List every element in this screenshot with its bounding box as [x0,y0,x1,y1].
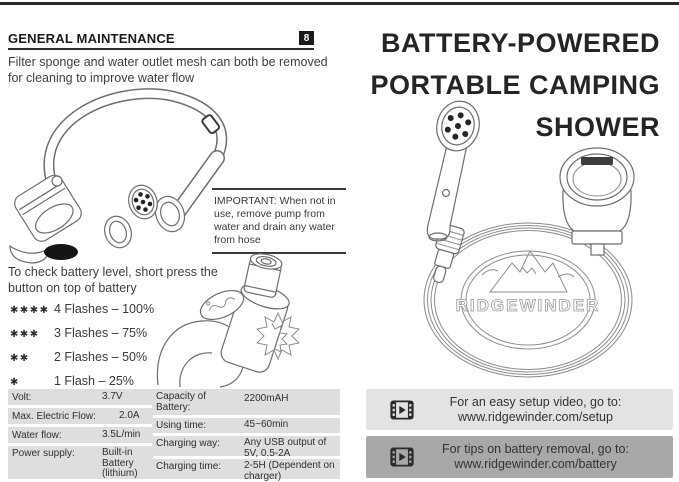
spec-row [8,446,153,479]
product-title-line2: PORTABLE CAMPING [370,70,660,100]
spec-table-right [152,389,340,482]
spec-row [152,418,340,433]
battery-button-illustration [150,253,342,388]
spec-label: Power supply: [12,448,75,459]
setup-video-line1: For an easy setup video, go to: [449,394,622,409]
flash-level-label: 2 Flashes – 50% [54,350,148,364]
battery-removal-text [416,442,655,472]
video-film-icon [388,443,416,471]
retaining-ring [100,213,135,252]
spec-label: Using time: [156,420,207,431]
spec-value: Any USB output of 5V, 0.5-2A [244,437,327,459]
spec-value: 2200mAH [244,393,289,404]
battery-removal-url: www.ridgewinder.com/battery [454,457,617,471]
important-note: IMPORTANT: When not in use, remove pump from water and drain any water from hose [212,188,346,254]
spec-label: Max. Electric Flow: [12,410,96,422]
spec-value: Built-in Battery (lithium) [102,447,138,479]
flash-level-label: 1 Flash – 25% [54,374,134,388]
spec-row [152,389,340,415]
spec-value: 3.5L/min [102,428,141,440]
spec-row [152,436,340,459]
spec-value: 45~60min [244,419,289,431]
product-title-line1: BATTERY-POWERED [380,28,660,58]
battery-check-paragraph: To check battery level, short press the button on top of battery [8,265,218,295]
flash-stars-icon: ✱✱✱ [10,329,40,340]
spec-row [152,459,340,482]
spec-row [8,389,153,405]
spec-value: 3.7V [102,390,123,402]
spec-label: Charging time: [156,461,222,472]
product-title-line3: SHOWER [535,112,660,142]
spec-row [8,427,153,443]
flash-stars-icon: ✱✱✱✱ [10,305,50,316]
spec-label: Volt: [12,391,32,403]
top-rule [0,2,679,5]
page-number-badge: 8 [299,31,314,45]
flash-stars-icon: ✱✱ [10,353,30,364]
spec-label: Capacity of Battery: [156,391,207,413]
setup-video-box [366,389,673,430]
spec-label: Charging way: [156,438,220,449]
section-title: GENERAL MAINTENANCE [8,30,175,46]
spec-value: 2.0A [119,409,140,421]
setup-video-url: www.ridgewinder.com/setup [458,409,613,424]
flash-level-label: 4 Flashes – 100% [54,302,155,316]
video-film-icon [388,396,416,424]
setup-video-text [416,395,655,425]
intro-paragraph: Filter sponge and water outlet mesh can both be removed for cleaning to improve water flow [8,55,328,85]
pump-unit [560,148,634,255]
spec-table-left [8,389,153,479]
flash-level-label: 3 Flashes – 75% [54,326,148,340]
battery-removal-box [366,436,673,478]
product-illustration [366,95,673,387]
left-section-header [8,28,314,50]
brand-name: RIDGEWINDER [455,296,601,315]
brand-logo [456,251,601,315]
spec-label: Water flow: [12,429,62,441]
shower-head [427,97,484,241]
flash-stars-icon: ✱ [10,377,20,388]
spec-value: 2-5H (Dependent on charger) [244,460,335,482]
spec-row [8,408,153,424]
battery-removal-line1: For tips on battery removal, go to: [442,442,629,456]
